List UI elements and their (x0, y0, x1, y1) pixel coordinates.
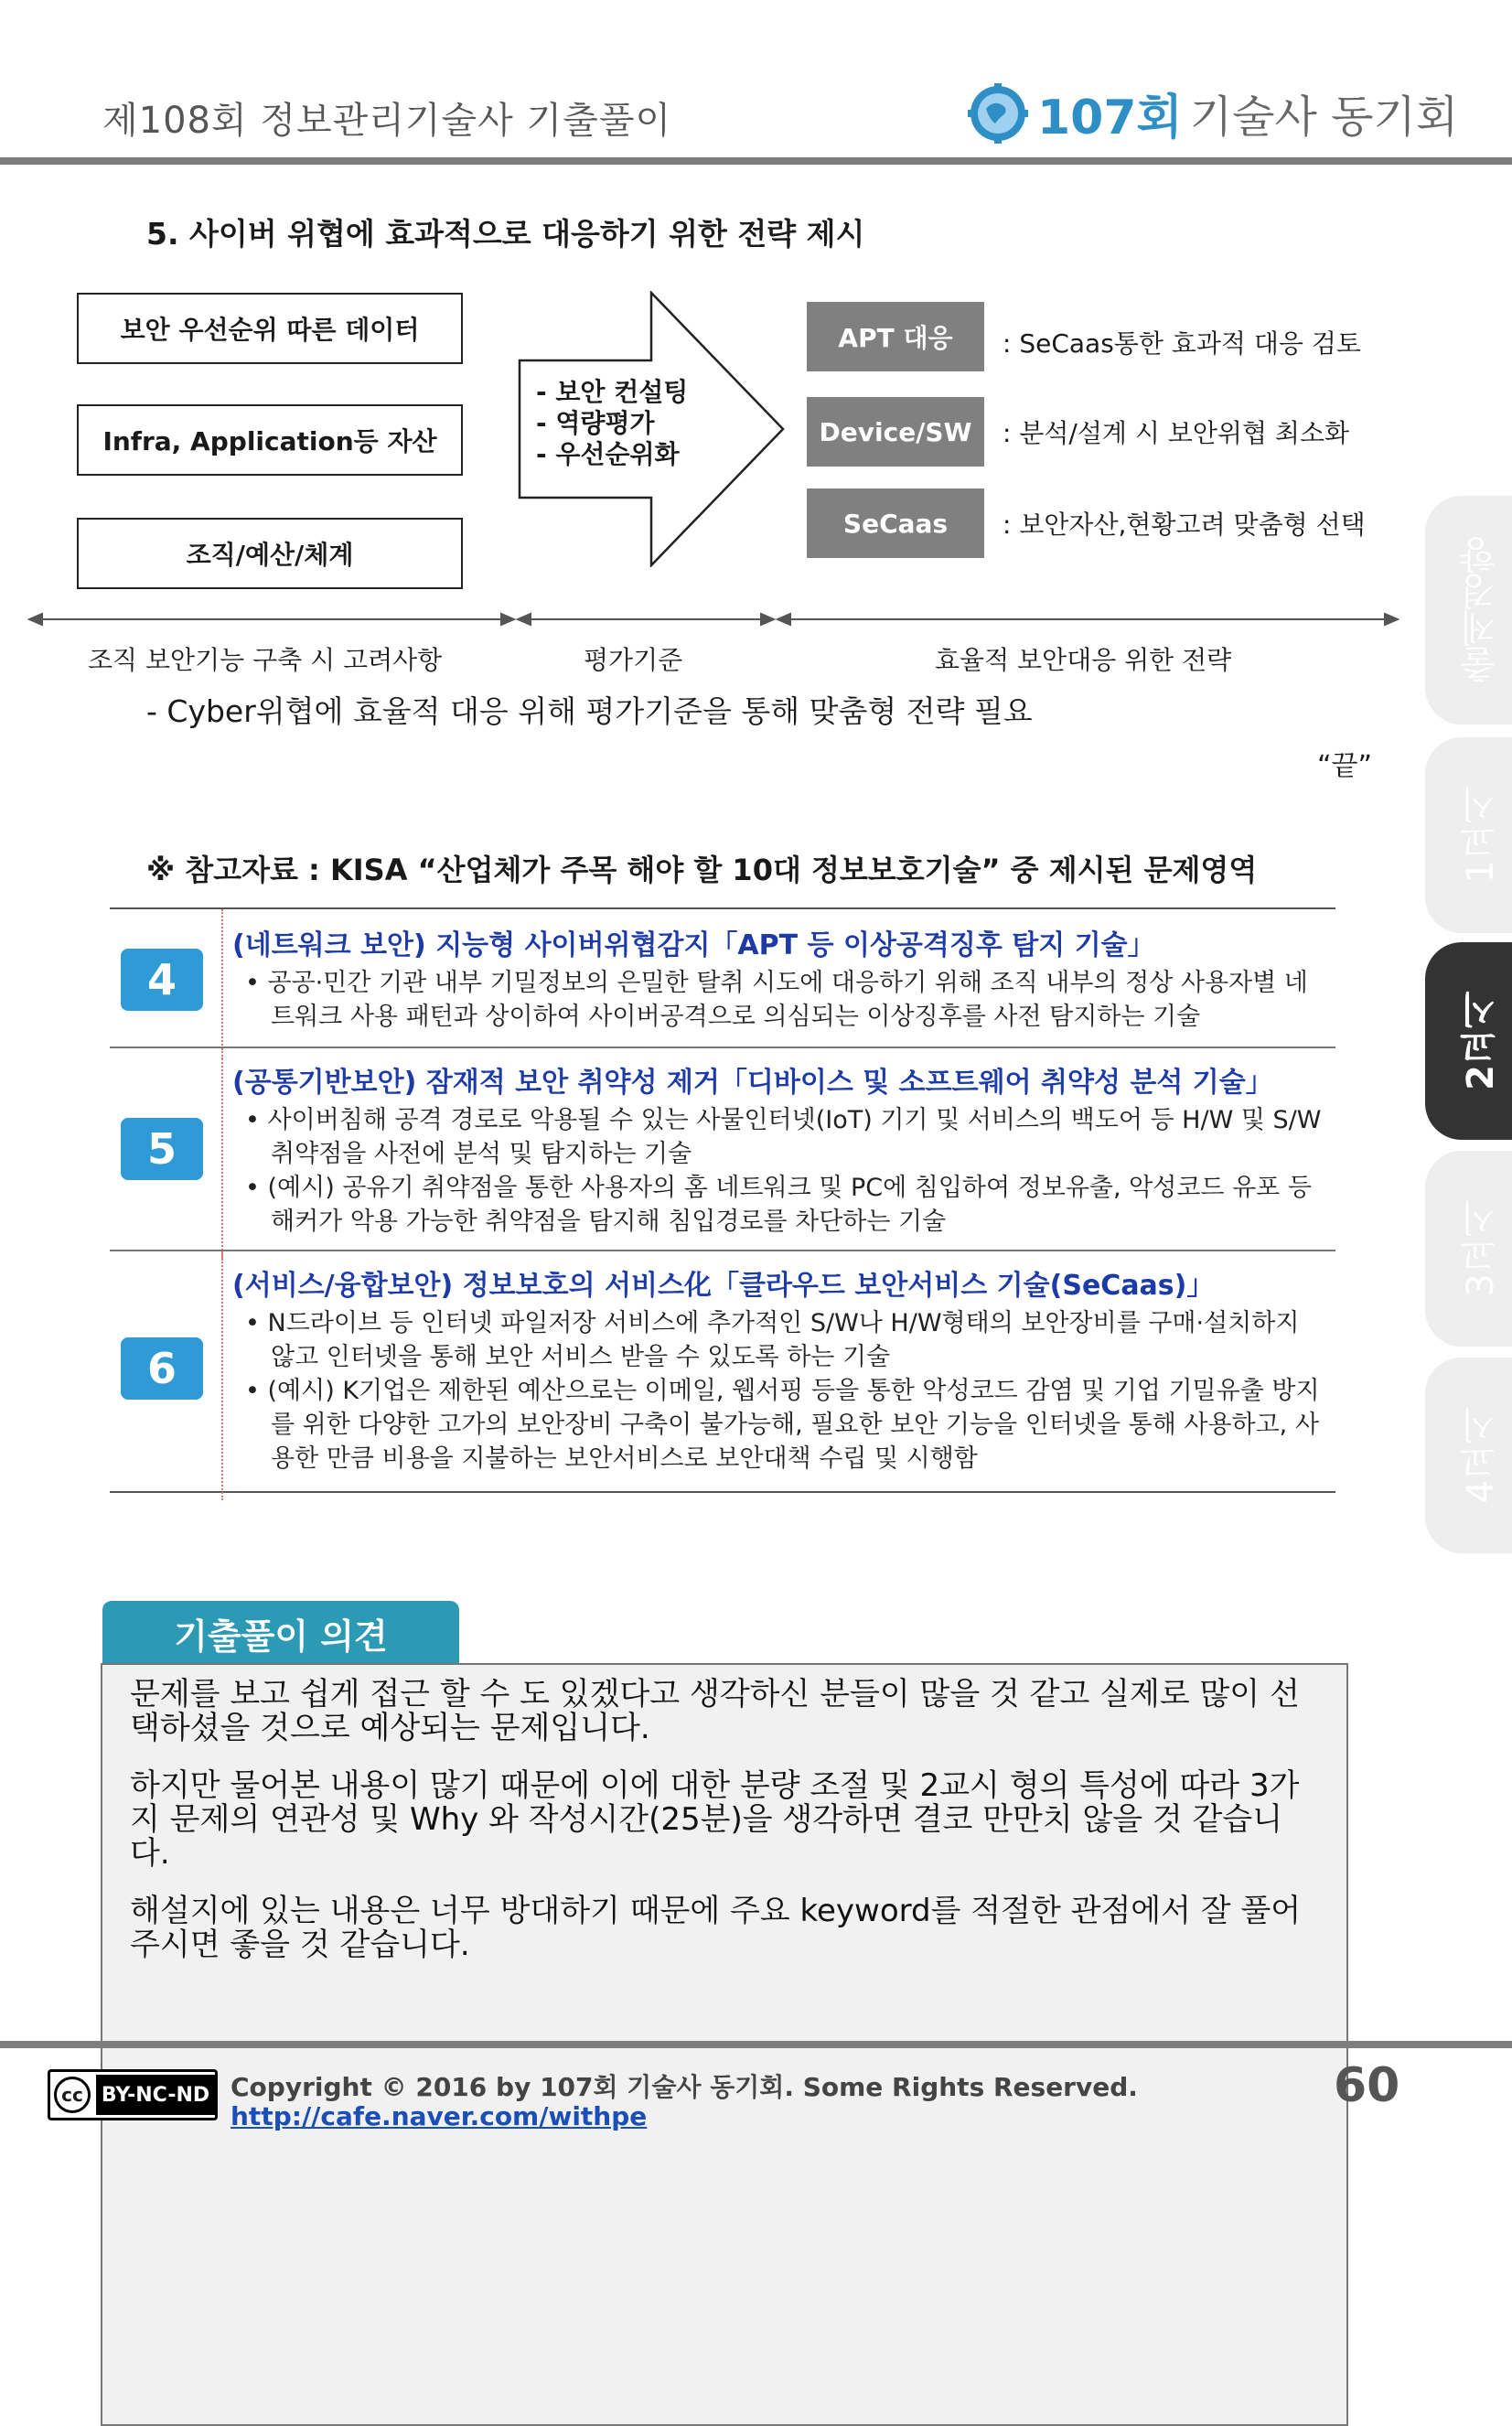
row-heading: (네트워크 보안) 지능형 사이버위협감지「APT 등 이상공격징후 탐지 기술」 (232, 929, 1155, 961)
opinion-paragraph: 문제를 보고 쉽게 접근 할 수 도 있겠다고 생각하신 분들이 많을 것 같고 실제로 많이 선택하셨을 것으로 예상되는 문제입니다. (130, 1676, 1300, 1746)
row-number-badge: 4 (121, 949, 203, 1011)
row-number-badge: 5 (121, 1118, 203, 1180)
summary-bullet: - Cyber위협에 효율적 대응 위해 평가기준을 통해 맞춤형 전략 필요 (146, 693, 1033, 729)
end-mark: “끝” (1317, 750, 1373, 782)
strategy-box: Device/SW (807, 397, 984, 467)
strategy-box: APT 대응 (807, 302, 984, 371)
factor-box: Infra, Application등 자산 (77, 404, 463, 476)
section-title: 5. 사이버 위협에 효과적으로 대응하기 위한 전략 제시 (146, 216, 865, 252)
row-item: • 사이버침해 공격 경로로 악용될 수 있는 사물인터넷(IoT) 기기 및 서비스의 백도어 등 H/W 및 S/W 취약점을 사전에 분석 및 탐지하는 기술 (245, 1106, 1322, 1168)
header-rule (0, 157, 1512, 165)
side-tab-trend[interactable] (1425, 496, 1512, 725)
side-tab-label: 1교시 (1459, 787, 1502, 884)
axis-label: 조직 보안기능 구축 시 고려사항 (88, 645, 443, 675)
row-content (221, 1048, 1328, 1261)
axis-label: 효율적 보안대응 위한 전략 (935, 645, 1232, 675)
row-item: • N드라이브 등 인터넷 파일저장 서비스에 추가적인 S/W나 H/W형태의 보안장비를 구매·설치하지 않고 인터넷을 통해 보안 서비스 받을 수 있도록 하는 기술 (245, 1309, 1300, 1371)
side-tab-period-1[interactable] (1425, 737, 1512, 933)
footer-rule (0, 2041, 1512, 2048)
copyright-text: Copyright © 2016 by 107회 기술사 동기회. Some Rights Reserved. (231, 2072, 1138, 2102)
row-content (221, 1251, 1328, 1500)
strategy-box: SeCaas (807, 488, 984, 558)
page-number: 60 (1334, 2058, 1400, 2113)
cc-icon: cc (54, 2077, 91, 2113)
axis-label: 평가기준 (584, 645, 683, 675)
row-item: • (예시) K기업은 제한된 예산으로는 이메일, 웹서핑 등을 통한 악성코드 감염 및 기업 기밀유출 방지를 위한 다양한 고가의 보안장비 구축이 불가능해, 필요한 보안 기능을 인터넷을 통해 사용하고, 사용한 만큼 비용을 지불하는 보안서비스로 보안대책 수립 및 시행함 (245, 1377, 1320, 1473)
row-content (221, 909, 1328, 1059)
reference-table (110, 907, 1335, 1493)
opinion-tab: 기출풀이 의견 (102, 1601, 459, 1665)
opinion-paragraph: 하지만 물어본 내용이 많기 때문에 이에 대한 분량 조절 및 2교시 형의 특성에 따라 3가지 문제의 연관성 및 Why 와 작성시간(25분)을 생각하면 결코 만만치 않을 것 같습니다. (130, 1767, 1300, 1872)
row-item: • (예시) 공유기 취약점을 통한 사용자의 홈 네트워크 및 PC에 침입하여 정보유출, 악성코드 유포 등 해커가 악용 가능한 취약점을 탐지해 침입경로를 차단하는 기술 (245, 1174, 1312, 1236)
logo-number: 107회 (1037, 91, 1183, 145)
logo-text: 기술사 동기회 (1189, 91, 1459, 143)
strategy-description: : 분석/설계 시 보안위협 최소화 (1003, 418, 1350, 448)
table-row (110, 909, 1335, 1047)
side-tab-period-3[interactable] (1425, 1151, 1512, 1347)
row-item: • 공공·민간 기관 내부 기밀정보의 은밀한 탈취 시도에 대응하기 위해 조직 내부의 정상 사용자별 네트워크 사용 패턴과 상이하여 사이버공격으로 의심되는 이상징후를 사전 탐지하는 기술 (245, 969, 1308, 1031)
reference-title: ※ 참고자료 : KISA “산업체가 주목 해야 할 10대 정보보호기술” 중 제시된 문제영역 (146, 853, 1258, 887)
side-tab-period-2[interactable] (1425, 942, 1512, 1140)
strategy-description: : SeCaas통한 효과적 대응 검토 (1003, 328, 1361, 359)
side-tab-label: 2교시 (1459, 992, 1502, 1090)
side-tab-label: 4교시 (1459, 1407, 1502, 1504)
row-heading: (공통기반보안) 잠재적 보안 취약성 제거「디바이스 및 소프트웨어 취약성 분석 기술」 (232, 1067, 1273, 1099)
cc-license-badge[interactable] (48, 2069, 218, 2120)
row-heading: (서비스/융합보안) 정보보호의 서비스化「클라우드 보안서비스 기술(SeCaas)」 (232, 1270, 1215, 1302)
cafe-link[interactable]: http://cafe.naver.com/withpe (231, 2101, 648, 2131)
criteria-list (536, 377, 688, 470)
table-row (110, 1251, 1335, 1489)
axis-arrows (27, 607, 1399, 631)
factor-box: 보안 우선순위 따른 데이터 (77, 293, 463, 364)
criteria-item: - 역량평가 (536, 408, 655, 438)
criteria-item: - 보안 컨설팅 (536, 377, 689, 407)
side-tab-period-4[interactable] (1425, 1358, 1512, 1553)
side-tab-label: 출제경향 (1459, 537, 1502, 683)
row-number-badge: 6 (121, 1337, 203, 1400)
strategy-description: : 보안자산,현황고려 맞춤형 선택 (1003, 510, 1366, 540)
table-row (110, 1048, 1335, 1250)
opinion-paragraph: 해설지에 있는 내용은 너무 방대하기 때문에 주요 keyword를 적절한 관점에서 잘 풀어주시면 좋을 것 같습니다. (130, 1893, 1302, 1963)
gear-globe-icon (968, 83, 1028, 144)
cc-license-label: BY-NC-ND (96, 2075, 215, 2115)
criteria-item: - 우선순위화 (536, 439, 680, 469)
factor-box: 조직/예산/체계 (77, 518, 463, 589)
side-tab-label: 3교시 (1459, 1200, 1502, 1297)
document-title: 제108회 정보관리기술사 기출풀이 (102, 100, 672, 142)
logo (968, 79, 1458, 147)
